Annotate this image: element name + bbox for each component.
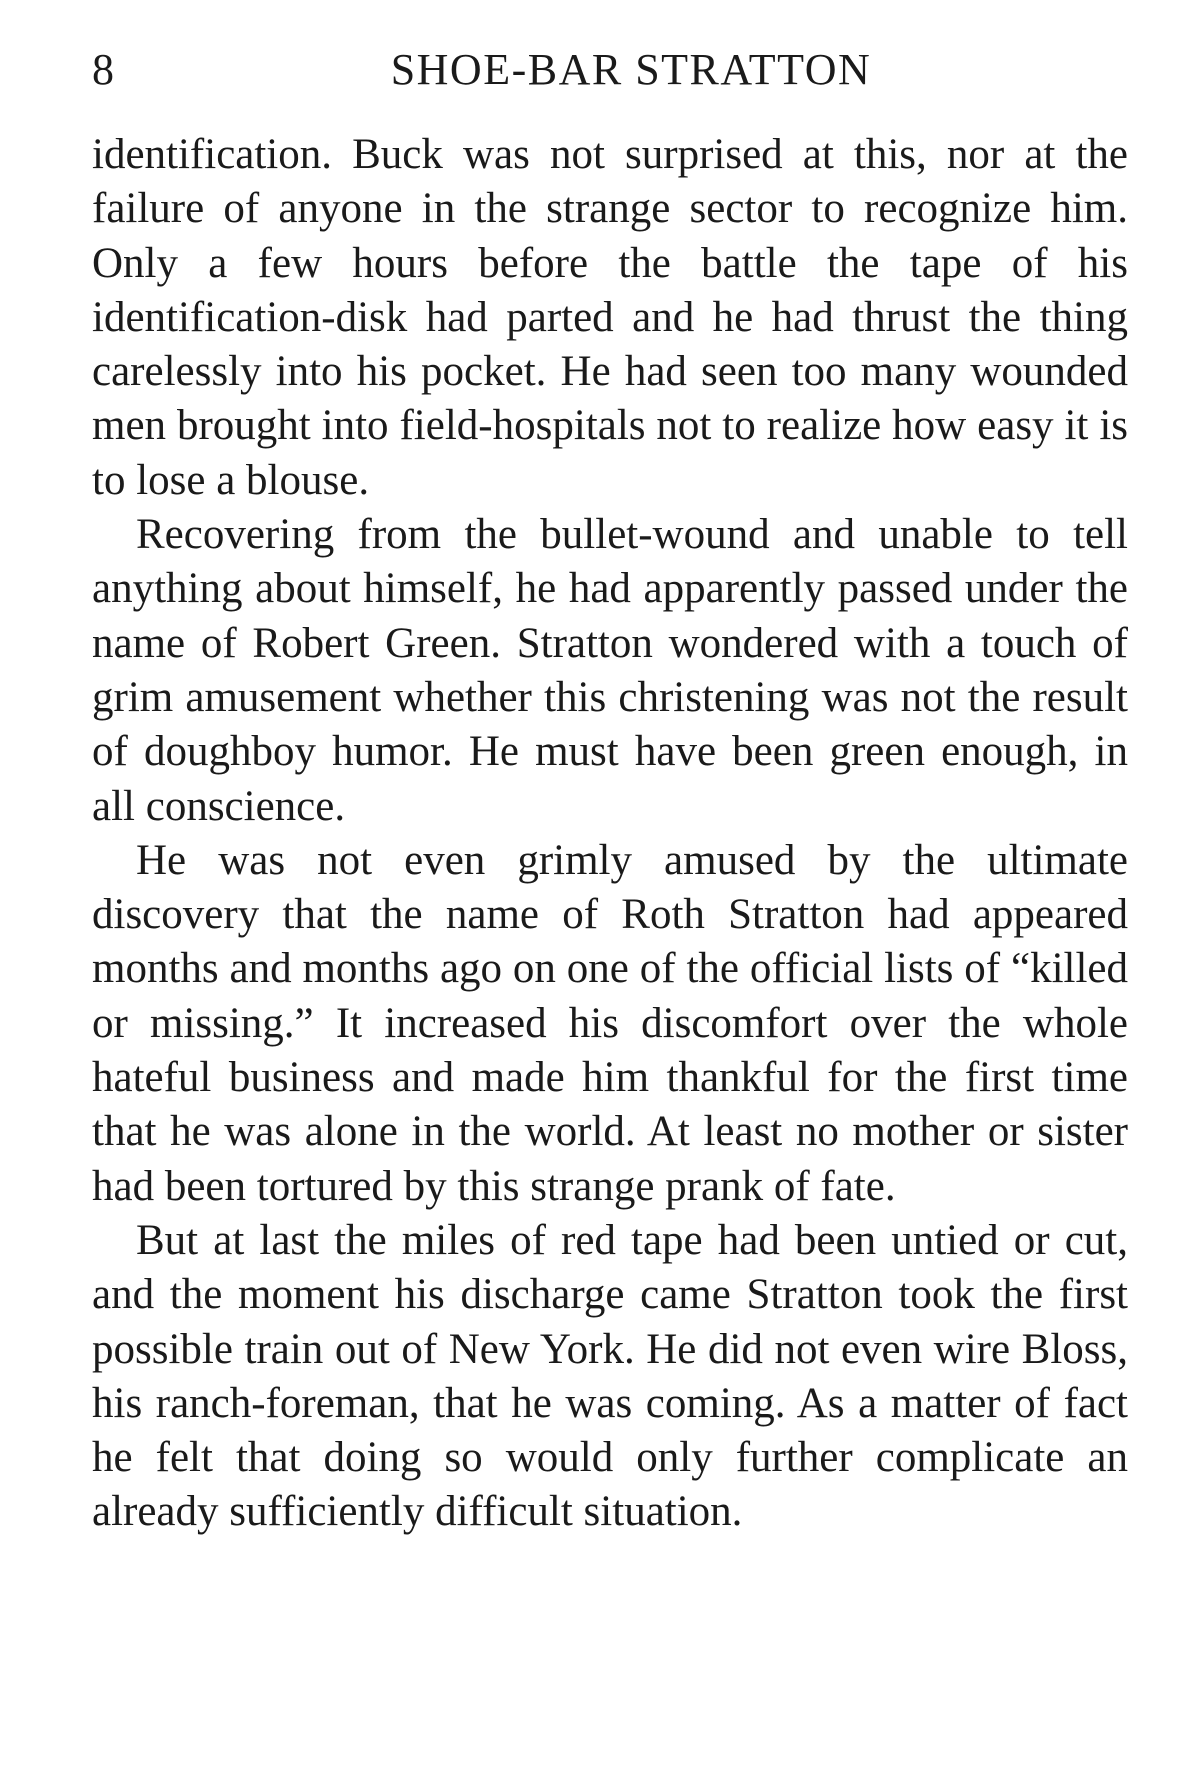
paragraph-1: identification. Buck was not surprised at this, nor at the failure of anyone in the strange sector to recognize him. Only a few hours before the battle the tape of his identification-disk had parted and he had thrust the thing carelessly into his pocket. He had seen too many wounded men brought into field-hospitals not to realize how easy it is to lose a blouse. — [92, 131, 1128, 504]
body-text — [92, 128, 1128, 1540]
page-number: 8 — [92, 45, 114, 94]
running-title: SHOE-BAR STRATTON — [390, 45, 872, 94]
paragraph-3: He was not even grimly amused by the ultimate discovery that the name of Roth Stratton had appeared months and months ago on one of the official lists of “killed or missing.” It increased his discomfort over the whole hateful business and made him thankful for the first time that he was alone in the world. At least no mother or sister had been tortured by this strange prank of fate. — [92, 836, 1128, 1210]
running-head — [92, 40, 1130, 100]
paragraph-4: But at last the miles of red tape had been untied or cut, and the moment his discharge came Stratton took the first possible train out of New York. He did not even wire Bloss, his ranch-foreman, that he was coming. As a matter of fact he felt that doing so would only further complicate an already sufficiently difficult situation. — [92, 1216, 1128, 1536]
paragraph-2: Recovering from the bullet-wound and unable to tell anything about himself, he had apparently passed under the name of Robert Green. Stratton wondered with a touch of grim amusement whether this christening was not the result of doughboy humor. He must have been green enough, in all conscience. — [92, 511, 1128, 830]
